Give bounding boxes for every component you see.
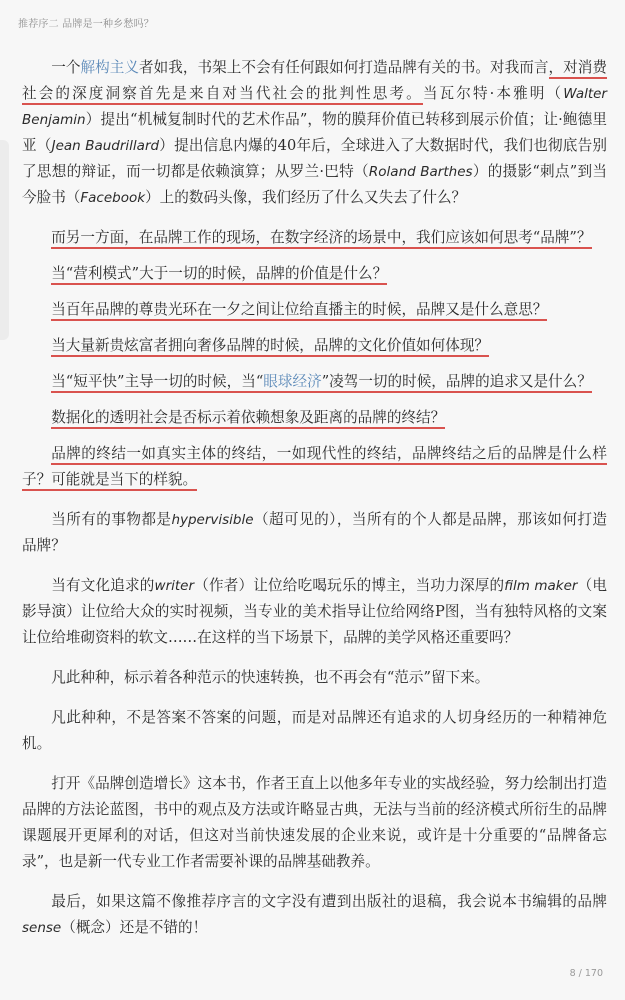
page-content [22, 55, 607, 955]
latin-term: Jean Baudrillard [51, 138, 160, 154]
text: （超可见的），当所有的个人都是品牌，那该如何打造品牌？ [22, 511, 607, 554]
side-panel-handle[interactable] [0, 140, 9, 340]
chapter-title: 推荐序二 品牌是一种乡愁吗？ [18, 19, 154, 30]
highlight-underline: 品牌的终结一如真实主体的终结，一如现代性的终结，品牌终结之后的品牌是什么样子？可能就是当下的样貌。 [22, 445, 607, 491]
paragraph-12: 凡此种种，不是答案不答案的问题，而是对品牌还有追求的人切身经历的一种精神危机。 [22, 709, 607, 752]
text: 一个 [51, 59, 81, 76]
latin-term: film maker [504, 578, 578, 594]
text: 当瓦尔特·本雅明（ [422, 85, 564, 102]
paragraph-14 [22, 889, 607, 941]
highlight-underline: 当“营利模式”大于一切的时候，品牌的价值是什么？ [51, 265, 387, 285]
paragraph-9 [22, 507, 607, 559]
link-deconstructionism[interactable]: 解构主义 [80, 59, 139, 76]
highlight-underline [51, 373, 592, 393]
text: （概念）还是不错的！ [61, 919, 208, 936]
reader-top-bar [0, 0, 625, 44]
text: （电影导演）让位给大众的实时视频，当专业的美术指导让位给网络P图，当有独特风格的文案让位给堆砌资料的软文……在这样的当下场景下，品牌的美学风格还重要吗？ [22, 577, 607, 646]
paragraph-4 [22, 297, 607, 323]
latin-term: Roland Barthes [368, 164, 473, 180]
paragraph-1 [22, 55, 607, 211]
highlight-underline: 当大量新贵炫富者拥向奢侈品牌的时候，品牌的文化价值如何体现？ [51, 337, 489, 357]
latin-term: Facebook [80, 190, 146, 206]
latin-term: Walter Benjamin [22, 86, 607, 128]
latin-term: hypervisible [171, 512, 254, 528]
paragraph-5 [22, 333, 607, 359]
text: （作者）让位给吃喝玩乐的博主，当功力深厚的 [194, 577, 505, 594]
highlight-underline: 而另一方面，在品牌工作的现场，在数字经济的场景中，我们应该如何思考“品牌”？ [51, 229, 591, 249]
text: 最后，如果这篇不像推荐序言的文字没有遭到出版社的退稿，我会说本书编辑的品牌 [51, 893, 607, 910]
text: 当有文化追求的 [51, 577, 155, 594]
paragraph-2 [22, 225, 607, 251]
paragraph-10 [22, 573, 607, 651]
paragraph-3 [22, 261, 607, 287]
text: ）提出信息内爆的40年后，全球进入了大数据时代，我们也彻底告别了思想的辩证，而一切都是依赖演算；从罗兰·巴特（ [22, 137, 607, 180]
text: ）上的数码头像，我们经历了什么又失去了什么？ [145, 189, 467, 206]
latin-term: sense [22, 920, 62, 936]
latin-term: writer [154, 578, 195, 594]
text: 者如我，书架上不会有任何跟如何打造品牌有关的书。对我而言 [138, 59, 549, 76]
paragraph-11: 凡此种种，标示着各种范示的快速转换，也不再会有“范示”留下来。 [51, 669, 490, 686]
text: 当“短平快”主导一切的时候，当“ [51, 373, 264, 390]
text: ”凌驾一切的时候，品牌的追求又是什么？ [321, 373, 592, 390]
paragraph-8 [22, 441, 607, 493]
paragraph-13: 打开《品牌创造增长》这本书，作者王直上以他多年专业的实战经验，努力绘制出打造品牌的方法论蓝图，书中的观点及方法或许略显古典，无法与当前的经济模式所衍生的品牌课题展开更犀利的对话，但这对当前快速发展的企业来说，或许是十分重要的“品牌备忘录”，也是新一代专业工作者需要补课的品牌基础教养。 [22, 775, 607, 870]
highlight-underline: 数据化的透明社会是否标示着依赖想象及距离的品牌的终结？ [51, 409, 445, 429]
paragraph-7 [22, 405, 607, 431]
paragraph-6 [22, 369, 607, 395]
text: ）提出“机械复制时代的艺术作品”，物的膜拜价值已转移到展示价值；让·鲍德里亚（ [22, 111, 607, 154]
highlight-underline: 当百年品牌的尊贵光环在一夕之间让位给直播主的时候，品牌又是什么意思？ [51, 301, 547, 321]
highlight-underline: ，对消费社会的深度洞察首先是来自对当代社会的批判性思考。 [22, 59, 607, 105]
link-attention-economy[interactable]: 眼球经济 [263, 373, 322, 390]
page-indicator: 8 / 170 [569, 968, 603, 979]
text: 当所有的事物都是 [51, 511, 172, 528]
text: ）的摄影“刺点”到当今脸书（ [22, 163, 607, 206]
